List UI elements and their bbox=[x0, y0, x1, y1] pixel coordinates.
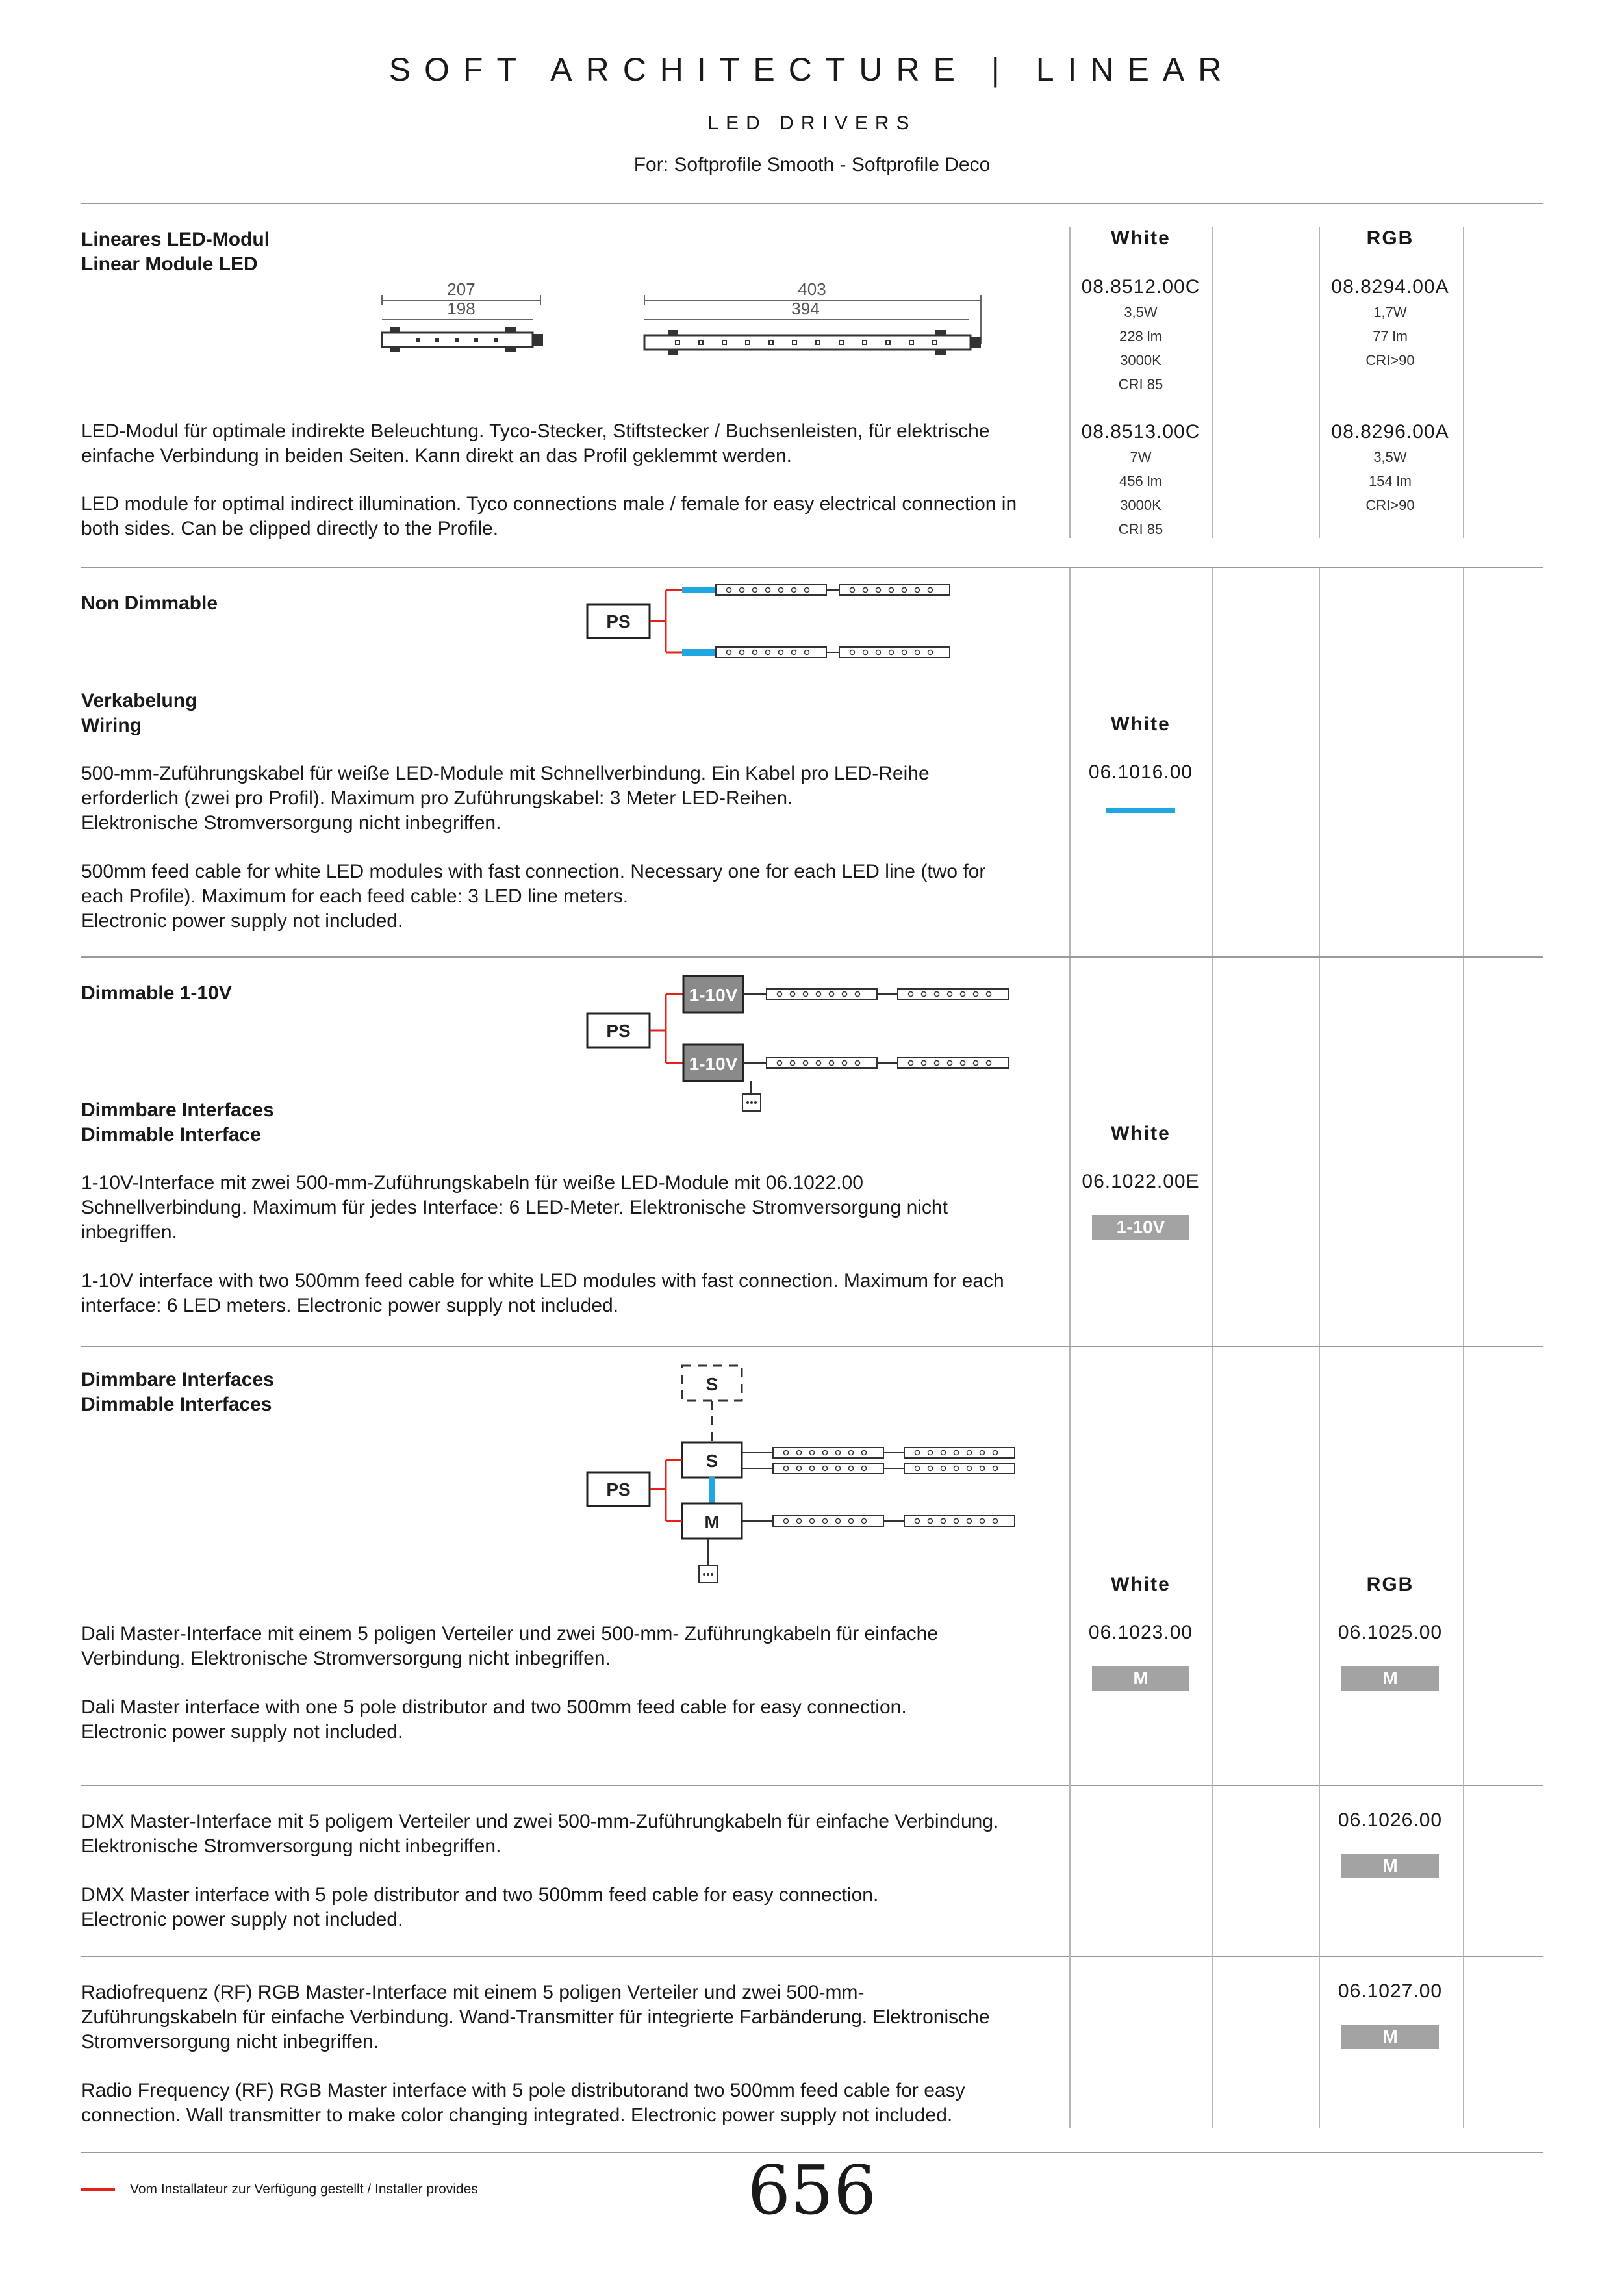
rf-desc-de-1: Radiofrequenz (RF) RGB Master-Interface mit einem 5 poligen Verteiler und zwei 500-mm- bbox=[81, 1982, 865, 2003]
dim110-desc-de-1: 1-10V-Interface mit zwei 500-mm-Zuführungskabeln für weiße LED-Module mit 06.1022.00 bbox=[81, 1172, 863, 1194]
spec: 456 lm bbox=[1119, 473, 1163, 489]
divider bbox=[81, 1785, 1543, 1786]
col-white-header: White bbox=[1111, 227, 1171, 249]
slave-box-label: S bbox=[705, 1374, 718, 1394]
column-rule bbox=[1319, 1347, 1320, 2128]
column-rule bbox=[1212, 1347, 1213, 2128]
product-code: 06.1023.00 bbox=[1088, 1622, 1193, 1643]
spec: 3000K bbox=[1120, 497, 1161, 513]
dim110-desc-de-3: inbegriffen. bbox=[81, 1221, 177, 1243]
master-tag: M bbox=[1092, 1666, 1189, 1691]
col-white-header: White bbox=[1111, 1123, 1171, 1144]
page-title: SOFT ARCHITECTURE | LINEAR bbox=[388, 51, 1236, 88]
legend-text: Vom Installateur zur Verfügung gestellt / Installer provides bbox=[130, 2182, 478, 2197]
dim-long-inner: 394 bbox=[791, 299, 820, 318]
column-rule bbox=[1463, 958, 1464, 1346]
page-subtitle: LED DRIVERS bbox=[707, 112, 917, 134]
column-rule bbox=[1069, 1347, 1071, 2128]
slave-box-label: S bbox=[705, 1451, 718, 1471]
master-box-label: M bbox=[704, 1512, 720, 1532]
divider bbox=[81, 203, 1543, 204]
product-code: 06.1026.00 bbox=[1338, 1809, 1443, 1831]
interface-tag: 1-10V bbox=[1092, 1215, 1189, 1240]
interface-box-label: 1-10V bbox=[689, 1054, 738, 1074]
wiring-title-de: Verkabelung bbox=[81, 690, 197, 711]
wiring-desc-de-3: Elektronische Stromversorgung nicht inbegriffen. bbox=[81, 812, 501, 834]
wiring-desc-de-2: erforderlich (zwei pro Profil). Maximum pro Zuführungskabel: 3 Meter LED-Reihen. bbox=[81, 787, 793, 809]
product-code: 08.8296.00A bbox=[1331, 421, 1449, 442]
dmx-desc-en-1: DMX Master interface with 5 pole distributor and two 500mm feed cable for easy connection. bbox=[81, 1884, 879, 1906]
column-rule bbox=[1212, 227, 1213, 538]
col-rgb-header: RGB bbox=[1366, 227, 1414, 249]
dim110-desc-de-2: Schnellverbindung. Maximum für jedes Interface: 6 LED-Meter. Elektronische Stromversorgung nicht bbox=[81, 1197, 948, 1218]
divider bbox=[81, 1956, 1543, 1957]
wiring-desc-en-1: 500mm feed cable for white LED modules with fast connection. Necessary one for each LED line (two for bbox=[81, 861, 986, 882]
dim-long-outer: 403 bbox=[798, 279, 826, 299]
dali-title-en: Dimmable Interfaces bbox=[81, 1394, 272, 1415]
dim110-wiring-diagram bbox=[585, 968, 1039, 1124]
product-code: 08.8294.00A bbox=[1331, 276, 1449, 298]
ps-label: PS bbox=[606, 1021, 631, 1041]
column-rule bbox=[1069, 958, 1071, 1346]
dim110-desc-en-1: 1-10V interface with two 500mm feed cable for white LED modules with fast connection. Maximum for each bbox=[81, 1270, 1004, 1292]
rf-desc-en-2: connection. Wall transmitter to make color changing integrated. Electronic power supply not included. bbox=[81, 2104, 953, 2126]
col-white-header: White bbox=[1111, 713, 1171, 735]
dali-desc-en-1: Dali Master interface with one 5 pole distributor and two 500mm feed cable for easy connection. bbox=[81, 1696, 907, 1718]
column-rule bbox=[1463, 1347, 1464, 2128]
spec: 3,5W bbox=[1373, 449, 1407, 465]
master-tag: M bbox=[1341, 1666, 1439, 1691]
product-code: 06.1016.00 bbox=[1088, 761, 1193, 783]
master-tag: M bbox=[1341, 2025, 1439, 2049]
spec: 154 lm bbox=[1368, 473, 1412, 489]
dim110-desc-en-2: interface: 6 LED meters. Electronic power supply not included. bbox=[81, 1295, 619, 1316]
dim110-label: Dimmable 1-10V bbox=[81, 982, 232, 1004]
module-dimension-drawing bbox=[364, 273, 1000, 377]
ps-label: PS bbox=[606, 1479, 631, 1500]
col-white-header: White bbox=[1111, 1574, 1171, 1595]
feed-cable-swatch bbox=[1106, 808, 1175, 813]
wiring-desc-en-2: each Profile). Maximum for each feed cable: 3 LED line meters. bbox=[81, 886, 629, 907]
dim-short-outer: 207 bbox=[447, 279, 476, 299]
wiring-desc-de-1: 500-mm-Zuführungskabel für weiße LED-Module mit Schnellverbindung. Ein Kabel pro LED-Reihe bbox=[81, 763, 930, 784]
module-title-en: Linear Module LED bbox=[81, 253, 258, 275]
dali-title-de: Dimmbare Interfaces bbox=[81, 1369, 274, 1390]
spec: CRI 85 bbox=[1118, 376, 1163, 392]
rf-desc-de-2: Zuführungskabeln für einfache Verbindung. Wand-Transmitter für integrierte Farbänderung. Elektronische bbox=[81, 2006, 990, 2028]
col-rgb-header: RGB bbox=[1366, 1574, 1414, 1595]
product-code: 08.8513.00C bbox=[1081, 421, 1200, 442]
spec: 228 lm bbox=[1119, 328, 1163, 344]
dmx-desc-de-2: Elektronische Stromversorgung nicht inbegriffen. bbox=[81, 1835, 501, 1857]
spec: 1,7W bbox=[1373, 304, 1407, 320]
interface-box-label: 1-10V bbox=[689, 985, 738, 1005]
spec: CRI>90 bbox=[1365, 497, 1415, 513]
spec: 3000K bbox=[1120, 352, 1161, 368]
wiring-title-en: Wiring bbox=[81, 715, 142, 736]
dim-short-inner: 198 bbox=[447, 299, 476, 318]
column-rule bbox=[1463, 568, 1464, 956]
dali-desc-en-2: Electronic power supply not included. bbox=[81, 1721, 403, 1743]
module-description-de: LED-Modul für optimale indirekte Beleuchtung. Tyco-Stecker, Stiftstecker / Buchsenleisten, für elektrische einfache Verbindung in beiden Seiten. Kann direkt an das Profil geklemmt werden. bbox=[81, 420, 990, 466]
spec: 77 lm bbox=[1373, 328, 1408, 344]
product-code: 06.1022.00E bbox=[1082, 1171, 1200, 1192]
dmx-desc-de-1: DMX Master-Interface mit 5 poligem Verteiler und zwei 500-mm-Zuführungkabeln für einfache Verbindung. bbox=[81, 1811, 999, 1832]
nondim-label: Non Dimmable bbox=[81, 593, 218, 614]
master-tag: M bbox=[1341, 1854, 1439, 1878]
product-code: 08.8512.00C bbox=[1081, 276, 1200, 298]
product-code: 06.1025.00 bbox=[1338, 1622, 1443, 1643]
spec: 7W bbox=[1130, 449, 1152, 465]
product-code: 06.1027.00 bbox=[1338, 1980, 1443, 2002]
column-rule bbox=[1319, 958, 1320, 1346]
dali-wiring-diagram bbox=[585, 1358, 1052, 1605]
module-title-de: Lineares LED-Modul bbox=[81, 229, 270, 250]
ps-label: PS bbox=[606, 611, 631, 632]
compatibility-line: For: Softprofile Smooth - Softprofile Deco bbox=[633, 154, 991, 175]
column-rule bbox=[1212, 958, 1213, 1346]
rf-desc-de-3: Stromversorgung nicht inbegriffen. bbox=[81, 2031, 379, 2052]
spec: 3,5W bbox=[1124, 304, 1158, 320]
page-number: 656 bbox=[747, 2151, 877, 2230]
dali-desc-de-1: Dali Master-Interface mit einem 5 poligen Verteiler und zwei 500-mm- Zuführungkabeln für einfache bbox=[81, 1623, 938, 1644]
dim110-title-de: Dimmbare Interfaces bbox=[81, 1099, 274, 1121]
dali-desc-de-2: Verbindung. Elektronische Stromversorgung nicht inbegriffen. bbox=[81, 1648, 611, 1669]
module-description-en: LED module for optimal indirect illumination. Tyco connections male / female for easy electrical connection in both sides. Can be clipped directly to the Profile. bbox=[81, 493, 1017, 539]
spec: CRI>90 bbox=[1365, 352, 1415, 368]
dmx-desc-en-2: Electronic power supply not included. bbox=[81, 1909, 403, 1930]
column-rule bbox=[1212, 568, 1213, 956]
divider bbox=[81, 956, 1543, 958]
column-rule bbox=[1463, 227, 1464, 538]
rf-desc-en-1: Radio Frequency (RF) RGB Master interface with 5 pole distributorand two 500mm feed cable for easy bbox=[81, 2080, 965, 2101]
divider bbox=[81, 567, 1543, 568]
spec: CRI 85 bbox=[1118, 521, 1163, 537]
column-rule bbox=[1319, 568, 1320, 956]
divider bbox=[81, 1346, 1543, 1347]
wiring-desc-en-3: Electronic power supply not included. bbox=[81, 910, 403, 932]
dim110-title-en: Dimmable Interface bbox=[81, 1124, 261, 1145]
nondim-wiring-diagram bbox=[585, 578, 974, 669]
